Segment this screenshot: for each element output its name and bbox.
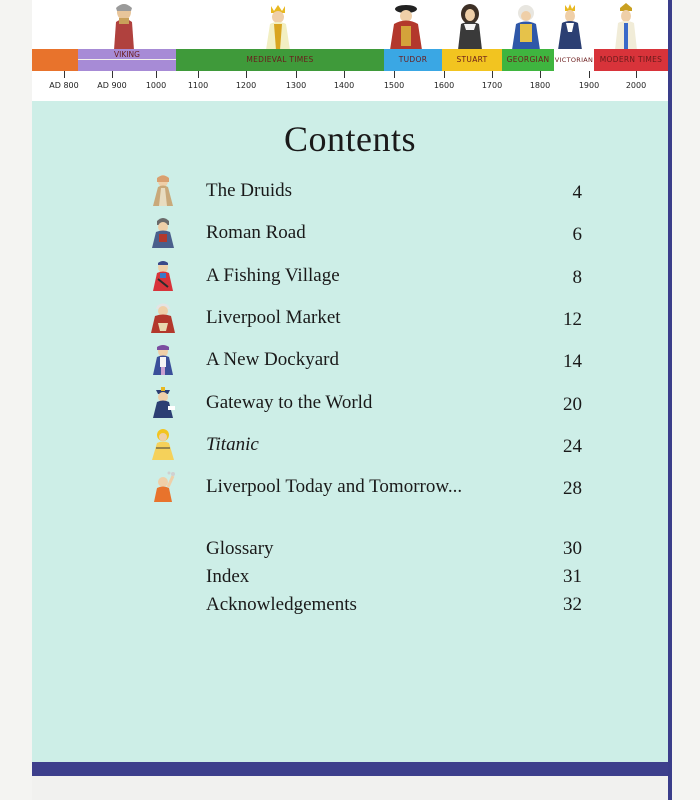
toc-entry[interactable] [32,216,668,252]
timeline-tick [198,71,199,78]
timeline-illustrations [32,0,668,50]
timeline-year-label: 1600 [433,81,455,90]
era-label: VICTORIAN [554,56,594,64]
timeline-tick [394,71,395,78]
timeline-tick [296,71,297,78]
back-matter-entry[interactable] [32,594,668,620]
back-matter-page-number: 32 [563,594,582,615]
toc-entry[interactable] [32,174,668,210]
market-trader-icon [148,301,178,333]
toc-entry-page-number: 8 [572,267,582,288]
toc-entry-page-number: 4 [572,182,582,203]
toc-entry-page-number: 20 [563,394,582,415]
toc-entry-page-number: 28 [563,478,582,499]
back-matter-title: Index [206,566,250,587]
back-matter-entry[interactable] [32,566,668,592]
toc-entry-title: The Druids [206,180,293,201]
bottom-border-bar [32,762,668,776]
era-tudor [384,49,442,71]
modern-queen-icon [606,2,646,50]
toc-entry[interactable] [32,259,668,295]
contents-page [32,0,668,800]
stuart-king-icon [450,2,490,50]
toc-entry-title: Liverpool Market [206,307,341,328]
toc-entry-page-number: 14 [563,351,582,372]
page-margin-left [0,0,32,800]
timeline-tick [589,71,590,78]
toc-entry-title: A Fishing Village [206,265,340,286]
timeline-tick [444,71,445,78]
timeline-tick [156,71,157,78]
child-waving-icon [148,470,178,502]
tudor-king-icon [386,2,426,50]
toc-entry[interactable] [32,386,668,422]
era-label: MEDIEVAL TIMES [246,55,314,64]
back-matter-page-number: 31 [563,566,582,587]
toc-entry-page-number: 6 [572,224,582,245]
era-label: TUDOR [398,55,428,64]
timeline-year-label: 1100 [187,81,209,90]
era-label: MODERN TIMES [599,55,663,64]
toc-entry-title: Gateway to the World [206,392,373,413]
timeline-tick [492,71,493,78]
timeline-year-label: 1900 [578,81,600,90]
timeline-tick [112,71,113,78]
timeline-tick [636,71,637,78]
timeline-year-label: 2000 [625,81,647,90]
page-margin-right [668,0,700,800]
toc-entry[interactable] [32,301,668,337]
roman-soldier-icon [148,216,178,248]
toc-entry-title: A New Dockyard [206,349,339,370]
timeline-year-label: AD 800 [49,81,79,90]
era-viking-lower [78,60,176,71]
era-modern-times [594,49,668,71]
timeline-year-label: 1800 [529,81,551,90]
georgian-king-icon [506,2,546,50]
timeline-tick [344,71,345,78]
timeline-tick [64,71,65,78]
back-matter-entry[interactable] [32,538,668,564]
toc-entry-title: Liverpool Today and Tomorrow... [206,476,463,497]
toc-entry[interactable] [32,343,668,379]
era-label: VIKING [114,50,140,59]
sailor-icon [148,386,178,418]
bottom-page-strip [32,776,668,800]
toc-entry-page-number: 12 [563,309,582,330]
timeline-year-label: 1200 [235,81,257,90]
druid-icon [148,174,178,206]
timeline-year-label: 1000 [145,81,167,90]
timeline-year-label: 1500 [383,81,405,90]
era-viking [78,49,176,59]
timeline-year-label: 1300 [285,81,307,90]
timeline-year-label: 1700 [481,81,503,90]
toc-entry[interactable] [32,428,668,464]
book-spine-rail [668,0,672,800]
titanic-passenger-icon [148,428,178,460]
dockworker-icon [148,343,178,375]
back-matter-page-number: 30 [563,538,582,559]
era-stuart [442,49,502,71]
back-matter-title: Glossary [206,538,274,559]
timeline-tick [540,71,541,78]
viking-figure-icon [104,2,144,50]
fisherman-icon [148,259,178,291]
era-label: GEORGIAN [506,55,550,64]
era-early [32,49,78,71]
back-matter-title: Acknowledgements [206,594,357,615]
era-label: STUART [456,55,488,64]
era-victorian [554,49,594,71]
timeline-year-label: AD 900 [97,81,127,90]
era-medieval-times [176,49,384,71]
timeline-year-label: 1400 [333,81,355,90]
toc-entry-title: Roman Road [206,222,306,243]
toc-entry[interactable] [32,470,668,506]
toc-entry-title: Titanic [206,434,259,455]
timeline-ticks [32,71,668,101]
timeline-tick [246,71,247,78]
era-georgian [502,49,554,71]
victorian-queen-icon [550,2,590,50]
medieval-king-icon [258,2,298,50]
toc-entry-page-number: 24 [563,436,582,457]
page-title: Contents [283,119,416,159]
